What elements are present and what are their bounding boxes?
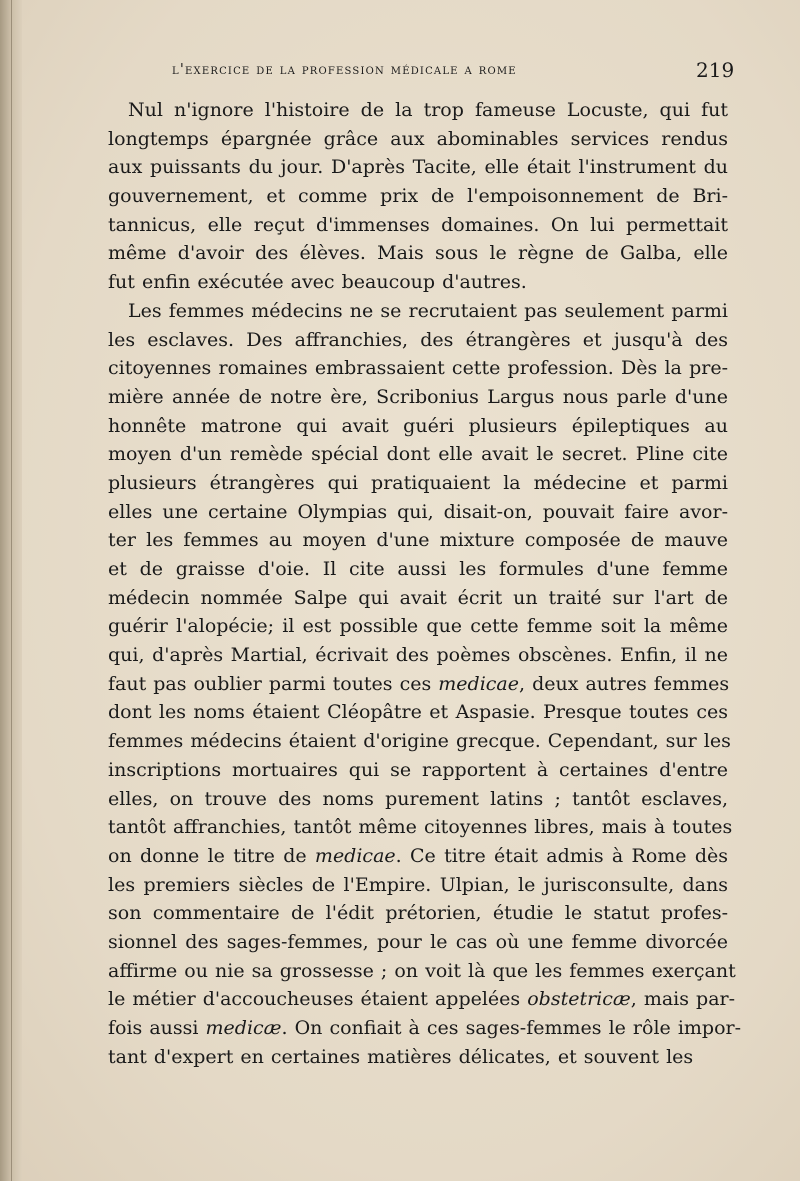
text-segment: elles une certaine Olympias qui, disait-on, pouvait faire avor-: [108, 500, 728, 523]
text-segment: Nul n'ignore l'histoire de la trop fameuse Locuste, qui fut: [128, 99, 728, 121]
text-segment: tannicus, elle reçut d'immenses domaines. On lui permettait: [108, 213, 728, 236]
text-segment: dont les noms étaient Cléopâtre et Aspasie. Presque toutes ces: [108, 701, 728, 724]
text-segment: gouvernement, et comme prix de l'empoisonnement de Bri-: [108, 185, 728, 208]
text-line: [108, 469, 728, 498]
text-segment: fut enfin exécutée avec beaucoup d'autres.: [108, 271, 527, 294]
text-line: [108, 928, 728, 957]
running-header-title: l'exercice de la profession médicale a rome: [172, 62, 517, 78]
text-segment: citoyennes romaines embrassaient cette profession. Dès la pre-: [108, 357, 728, 380]
text-line: [108, 842, 728, 871]
text-segment: ter les femmes au moyen d'une mixture composée de mauve: [108, 529, 728, 552]
text-line: [108, 211, 728, 240]
text-line: [108, 1014, 742, 1043]
text-segment: honnête matrone qui avait guéri plusieurs épileptiques au: [108, 414, 728, 437]
text-line: [108, 584, 728, 613]
text-segment: on donne le titre de: [108, 844, 315, 867]
text-line: [108, 526, 728, 555]
text-segment: , deux autres femmes: [519, 672, 730, 695]
text-line: [108, 498, 728, 527]
text-line: [108, 239, 728, 268]
text-line: [108, 354, 728, 383]
text-segment: et de graisse d'oie. Il cite aussi les formules d'une femme: [108, 558, 728, 580]
text-line: [108, 985, 736, 1014]
italic-term: obstetricæ: [527, 988, 631, 1011]
text-segment: Les femmes médecins ne se recrutaient pas seulement parmi: [128, 299, 728, 322]
text-segment: aux puissants du jour. D'après Tacite, elle était l'instrument du: [108, 156, 728, 179]
text-line: [108, 756, 728, 785]
text-segment: , mais par-: [630, 988, 736, 1011]
text-segment: tantôt affranchies, tantôt même citoyennes libres, mais à toutes: [108, 816, 733, 839]
text-segment: qui, d'après Martial, écrivait des poèmes obscènes. Enfin, il ne: [108, 644, 728, 667]
text-line: [108, 182, 728, 211]
text-line: [108, 440, 728, 469]
text-line: [108, 1043, 728, 1072]
text-line: [108, 297, 728, 326]
text-segment: sionnel des sages-femmes, pour le cas où une femme divorcée: [108, 930, 728, 953]
text-line: [108, 727, 731, 756]
text-line: [108, 326, 728, 355]
text-segment: . Ce titre était admis à Rome dès: [395, 844, 728, 867]
text-line: [108, 383, 728, 412]
text-segment: mière année de notre ère, Scribonius Largus nous parle d'une: [108, 385, 728, 408]
text-line: [108, 153, 728, 182]
text-segment: plusieurs étrangères qui pratiquaient la médecine et parmi: [108, 471, 728, 494]
text-segment: tant d'expert en certaines matières délicates, et souvent les: [108, 1045, 694, 1068]
text-segment: moyen d'un remède spécial dont elle avait le secret. Pline cite: [108, 443, 728, 466]
book-binding-edge: [0, 0, 22, 1181]
body-text: [108, 96, 742, 1071]
text-segment: longtemps épargnée grâce aux abominables services rendus: [108, 127, 728, 150]
italic-term: medicæ: [205, 1017, 282, 1039]
binding-crease: [11, 0, 12, 1181]
text-line: [108, 957, 736, 986]
text-line: [108, 785, 728, 814]
text-segment: guérir l'alopécie; il est possible que cette femme soit la même: [108, 615, 728, 638]
text-segment: . On confiait à ces sages-femmes le rôle impor-: [281, 1017, 742, 1039]
text-segment: elles, on trouve des noms purement latins ; tantôt esclaves,: [108, 787, 728, 810]
text-segment: affirme ou nie sa grossesse ; on voit là que les femmes exerçant: [108, 959, 736, 982]
text-line: [108, 612, 728, 641]
italic-term: medicae: [438, 672, 519, 695]
text-line: [108, 96, 728, 125]
text-line: [108, 641, 728, 670]
text-segment: son commentaire de l'édit prétorien, étudie le statut profes-: [108, 902, 728, 925]
text-line: [108, 555, 728, 584]
text-line: [108, 412, 728, 441]
text-line: [108, 698, 728, 727]
text-segment: les esclaves. Des affranchies, des étrangères et jusqu'à des: [108, 328, 728, 351]
text-line: [108, 268, 728, 297]
page-number: 219: [696, 58, 735, 82]
text-segment: inscriptions mortuaires qui se rapportent à certaines d'entre: [108, 758, 728, 781]
text-segment: les premiers siècles de l'Empire. Ulpian, le jurisconsulte, dans: [108, 873, 728, 896]
italic-term: medicae: [314, 844, 396, 867]
text-segment: médecin nommée Salpe qui avait écrit un traité sur l'art de: [108, 586, 728, 609]
text-segment: faut pas oublier parmi toutes ces: [108, 672, 439, 695]
text-segment: le métier d'accoucheuses étaient appelées: [108, 988, 528, 1011]
text-segment: même d'avoir des élèves. Mais sous le règne de Galba, elle: [108, 242, 728, 265]
text-segment: femmes médecins étaient d'origine grecque. Cependant, sur les: [108, 730, 731, 753]
text-line: [108, 670, 728, 699]
text-line: [108, 125, 728, 154]
text-line: [108, 899, 728, 928]
text-segment: fois aussi: [108, 1017, 206, 1039]
text-line: [108, 813, 733, 842]
text-line: [108, 871, 728, 900]
